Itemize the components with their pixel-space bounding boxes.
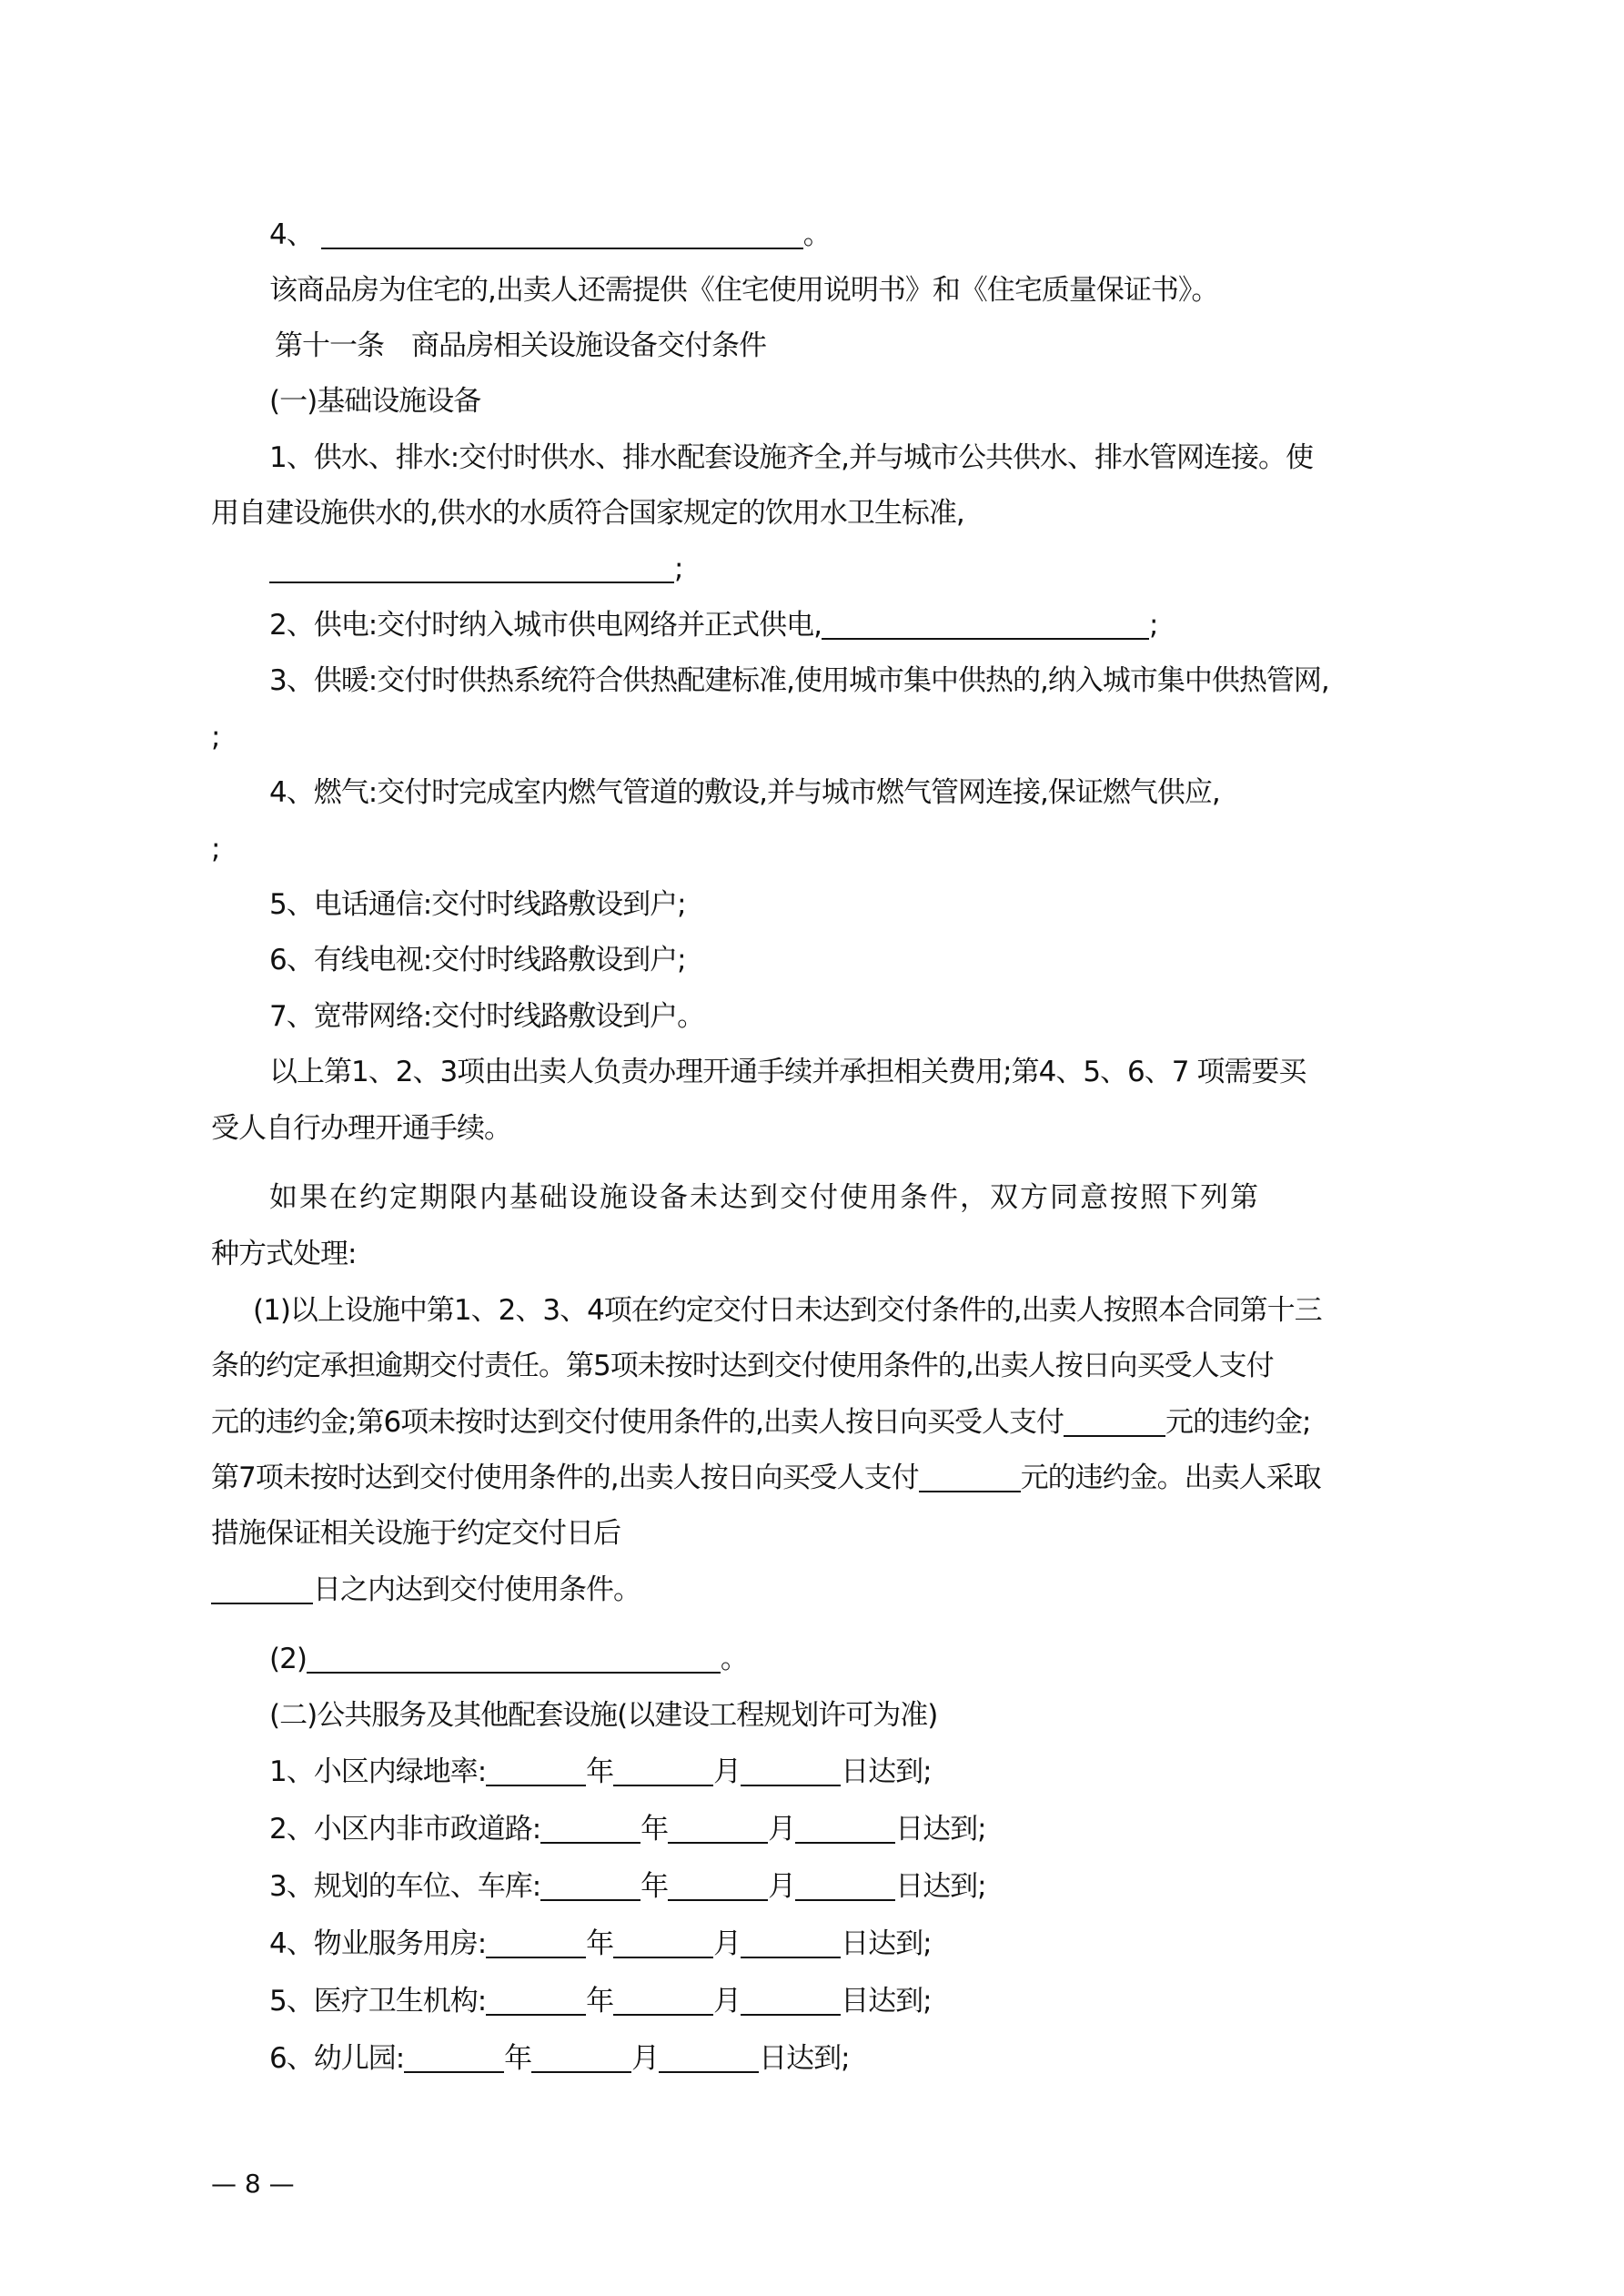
text: 年	[586, 1927, 614, 1960]
text: 年	[586, 1755, 614, 1788]
facility-row	[269, 1926, 932, 1962]
facility-row	[269, 1868, 986, 1905]
year-blank[interactable]	[486, 1987, 586, 2016]
text: 日达到;	[841, 1927, 932, 1960]
month-blank[interactable]	[613, 1757, 713, 1786]
paragraph: 7、宽带网络:交付时线路敷设到户。	[269, 1000, 705, 1033]
text: 月	[631, 2042, 660, 2075]
text: 2、供电:交付时纳入城市供电网络并正式供电,	[269, 609, 822, 642]
punct: ;	[674, 552, 683, 585]
month-blank[interactable]	[613, 1987, 713, 2016]
text: 日达到;	[895, 1870, 986, 1903]
day-blank[interactable]	[659, 2044, 759, 2073]
paragraph	[211, 1404, 1310, 1441]
paragraph	[269, 607, 1157, 643]
facility-label: 1、小区内绿地率:	[269, 1755, 487, 1788]
text: 月	[713, 1755, 741, 1788]
article-heading: 第十一条 商品房相关设施设备交付条件	[275, 329, 766, 362]
text: 日达到;	[895, 1813, 986, 1846]
facility-row	[269, 2040, 850, 2077]
blank-line	[269, 551, 682, 587]
item-4-line	[269, 217, 831, 253]
text: 元的违约金;第6项未按时达到交付使用条件的,出卖人按日向买受人支付	[211, 1406, 1064, 1439]
facility-row	[269, 1754, 932, 1790]
day-blank[interactable]	[741, 1987, 841, 2016]
paragraph: 用自建设施供水的,供水的水质符合国家规定的饮用水卫生标准,	[211, 497, 964, 530]
paragraph: 以上第1、2、3项由出卖人负责办理开通手续并承担相关费用;第4、5、6、7 项需要买	[269, 1056, 1306, 1088]
text: 日之内达到交付使用条件。	[313, 1573, 641, 1606]
paragraph: 该商品房为住宅的,出卖人还需提供《住宅使用说明书》和《住宅质量保证书》。	[269, 274, 1219, 307]
text: 目达到;	[841, 1985, 932, 2018]
paragraph: 3、供暖:交付时供热系统符合供热配建标准,使用城市集中供热的,纳入城市集中供热管网,	[269, 664, 1329, 697]
text: 月	[713, 1985, 741, 2018]
month-blank[interactable]	[668, 1815, 768, 1844]
day-blank[interactable]	[795, 1872, 895, 1901]
day-blank[interactable]	[795, 1815, 895, 1844]
day-blank[interactable]	[741, 1757, 841, 1786]
section-heading: (一)基础设施设备	[269, 385, 481, 418]
paragraph: 5、电话通信:交付时线路敷设到户;	[269, 888, 686, 921]
punct: 。	[802, 218, 831, 251]
fill-blank[interactable]	[321, 220, 803, 249]
paragraph	[211, 1460, 1321, 1496]
punct: 。	[720, 1643, 748, 1675]
text: 元的违约金。出卖人采取	[1020, 1462, 1321, 1494]
month-blank[interactable]	[531, 2044, 631, 2073]
text: 日达到;	[759, 2042, 850, 2075]
text: 年	[641, 1870, 669, 1903]
text: 第7项未按时达到交付使用条件的,出卖人按日向买受人支付	[211, 1462, 919, 1494]
fill-blank[interactable]	[822, 611, 1149, 640]
year-blank[interactable]	[540, 1815, 641, 1844]
paragraph: 6、有线电视:交付时线路敷设到户;	[269, 944, 686, 976]
fill-blank[interactable]	[269, 554, 674, 583]
paragraph: 条的约定承担逾期交付责任。第5项未按时达到交付使用条件的,出卖人按日向买受人支付	[211, 1350, 1274, 1382]
paragraph	[269, 1641, 748, 1677]
text: (2)	[269, 1643, 307, 1675]
item-label: 4、	[269, 218, 314, 251]
year-blank[interactable]	[540, 1872, 641, 1901]
text: 日达到;	[841, 1755, 932, 1788]
paragraph: ;	[211, 833, 220, 865]
fill-blank[interactable]	[1064, 1408, 1165, 1437]
facility-row	[269, 1983, 932, 2019]
paragraph: 措施保证相关设施于约定交付日后	[211, 1517, 620, 1550]
page-number: — 8 —	[211, 2169, 295, 2199]
paragraph: ;	[211, 721, 220, 754]
year-blank[interactable]	[404, 2044, 504, 2073]
facility-label: 6、幼儿园:	[269, 2042, 405, 2075]
text: 月	[768, 1813, 796, 1846]
paragraph: 1、供水、排水:交付时供水、排水配套设施齐全,并与城市公共供水、排水管网连接。使	[269, 441, 1314, 474]
section-heading: (二)公共服务及其他配套设施(以建设工程规划许可为准)	[269, 1699, 938, 1732]
day-blank[interactable]	[741, 1929, 841, 1958]
paragraph: 种方式处理:	[211, 1238, 357, 1270]
facility-label: 4、物业服务用房:	[269, 1927, 487, 1960]
year-blank[interactable]	[486, 1757, 586, 1786]
facility-label: 2、小区内非市政道路:	[269, 1813, 541, 1846]
paragraph: 受人自行办理开通手续。	[211, 1112, 511, 1145]
text: 月	[768, 1870, 796, 1903]
year-blank[interactable]	[486, 1929, 586, 1958]
paragraph	[211, 1572, 641, 1608]
paragraph: 如果在约定期限内基础设施设备未达到交付使用条件，双方同意按照下列第	[269, 1181, 1260, 1214]
facility-label: 3、规划的车位、车库:	[269, 1870, 541, 1903]
text: 年	[641, 1813, 669, 1846]
paragraph: 4、燃气:交付时完成室内燃气管道的敷设,并与城市燃气管网连接,保证燃气供应,	[269, 776, 1220, 809]
fill-blank[interactable]	[307, 1644, 721, 1674]
facility-label: 5、医疗卫生机构:	[269, 1985, 487, 2018]
text: 月	[713, 1927, 741, 1960]
facility-row	[269, 1811, 986, 1847]
month-blank[interactable]	[668, 1872, 768, 1901]
punct: ;	[1149, 609, 1158, 642]
text: 年	[504, 2042, 532, 2075]
text: 年	[586, 1985, 614, 2018]
month-blank[interactable]	[613, 1929, 713, 1958]
fill-blank[interactable]	[919, 1463, 1021, 1492]
fill-blank[interactable]	[211, 1575, 313, 1604]
text: 元的违约金;	[1165, 1406, 1311, 1439]
paragraph: (1)以上设施中第1、2、3、4项在约定交付日未达到交付条件的,出卖人按照本合同第十三	[253, 1294, 1322, 1327]
